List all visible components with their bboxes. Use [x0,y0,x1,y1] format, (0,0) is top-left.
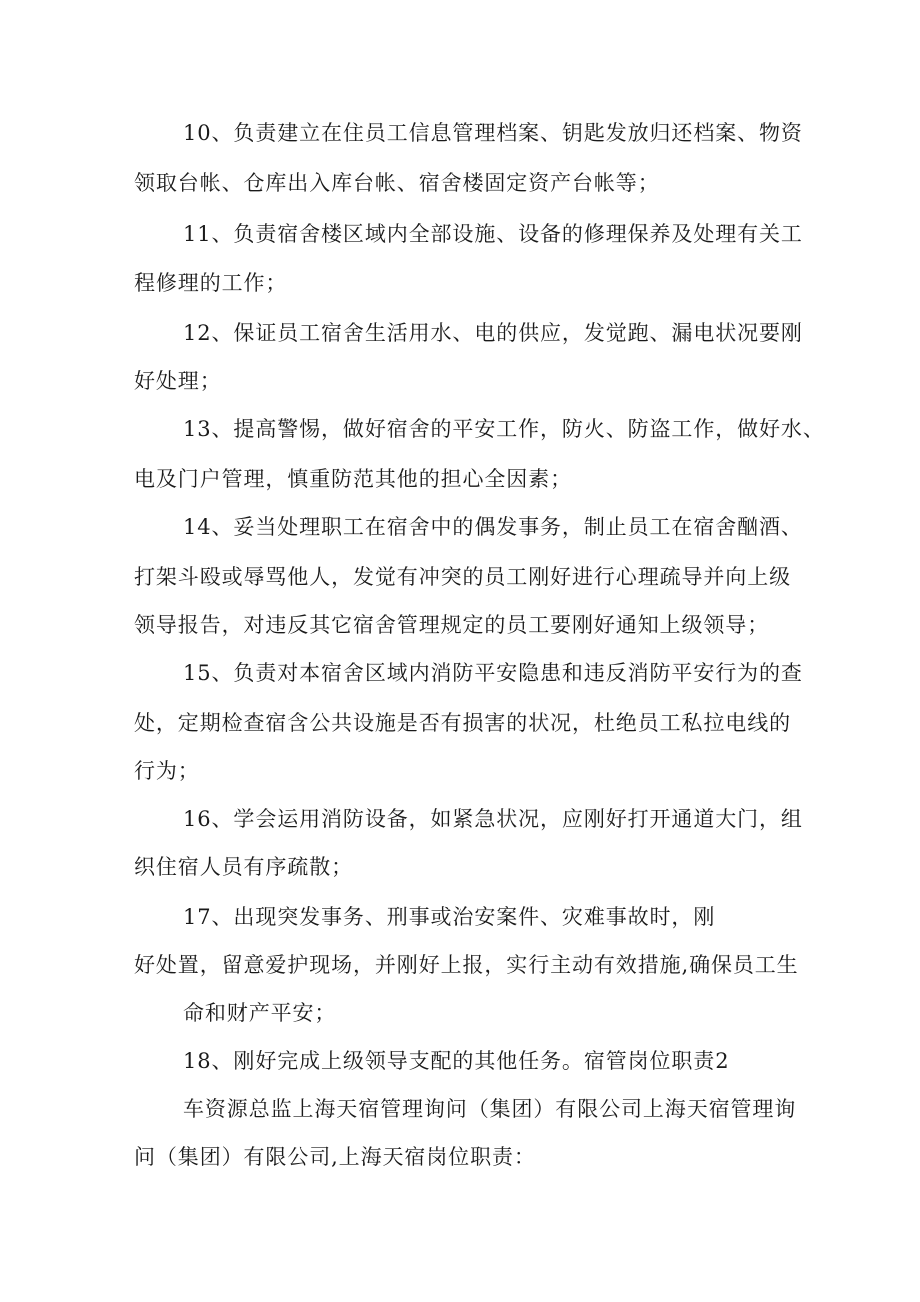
item-13-line-2: 电及门户管理，慎重防范其他的担心全因素； [134,467,572,491]
item-17-line-1: 17、出现突发事务、刑事或治安案件、灾难事故时，刚 [183,905,716,929]
item-17-line-3: 命和财产平安； [183,1001,337,1025]
item-18-line-1: 18、刚好完成上级领导支配的其他任务。宿管岗位职责2 [183,1049,730,1073]
item-13-line-1: 13、提高警惕，做好宿舍的平安工作，防火、防盗工作，做好水、 [183,417,825,441]
closing-line-1: 车资源总监上海天宿管理询问（集团）有限公司上海天宿管理询 [183,1097,797,1121]
item-15-line-2: 处，定期检查宿含公共设施是否有损害的状况，杜绝员工私拉电线的 [134,711,791,735]
item-12-line-1: 12、保证员工宿舍生活用水、电的供应，发觉跑、漏电状况要刚 [183,321,803,345]
item-14-line-2: 打架斗殴或辱骂他人，发觉有冲突的员工刚好进行心理疏导并向上级 [134,565,791,589]
item-10-line-1: 10、负责建立在住员工信息管理档案、钥匙发放归还档案、物资 [183,121,803,145]
item-11-line-2: 程修理的工作； [134,271,288,295]
item-17-line-2: 好处置，留意爱护现场，并刚好上报，实行主动有效措施,确保员工生 [134,953,799,977]
closing-line-2: 问（集团）有限公司,上海天宿岗位职责： [134,1145,536,1169]
item-10-line-2: 领取台帐、仓库出入库台帐、宿舍楼固定资产台帐等； [134,171,660,195]
item-16-line-2: 织住宿人员有序疏散； [134,855,353,879]
item-15-line-1: 15、负责对本宿舍区域内消防平安隐患和违反消防平安行为的查 [183,661,803,685]
item-14-line-3: 领导报告，对违反其它宿舍管理规定的员工要刚好通知上级领导； [134,613,770,637]
item-12-line-2: 好处理； [134,369,222,393]
item-16-line-1: 16、学会运用消防设备，如紧急状况，应刚好打开通道大门，组 [183,807,803,831]
item-15-line-3: 行为； [134,759,200,783]
item-11-line-1: 11、负责宿舍楼区域内全部设施、设备的修理保养及处理有关工 [183,222,803,246]
item-14-line-1: 14、妥当处理职工在宿舍中的偶发事务，制止员工在宿舍酗酒、 [183,515,803,539]
